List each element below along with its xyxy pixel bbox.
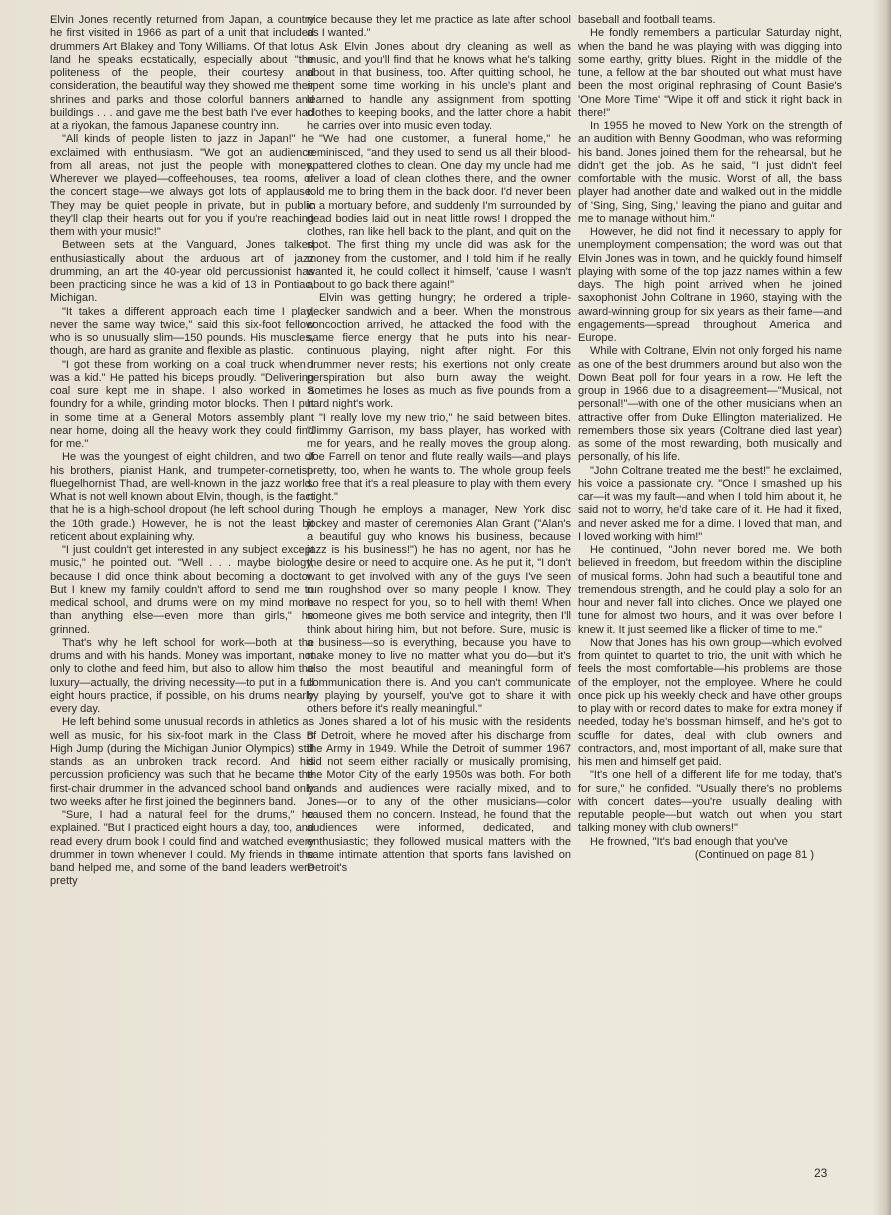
article-paragraph: Elvin was getting hungry; he ordered a triple-decker sandwich and a beer. When the monstrous concoction arrived, he attacked the food with the same fierce energy that he puts into his near-continuous playing, night after night. For this drummer never rests; his exertions not only create perspiration but also burn away the weight. Sometimes he loses as much as five pounds from a hard night's work.: [307, 292, 571, 411]
article-paragraph: That's why he left school for work—both at the drums and with his hands. Money was important, not only to clothe and feed him, but also to allow him the luxury—actually, the driving necessity—to put in a full eight hours practice, if possible, on his drums nearly every day.: [50, 636, 314, 715]
page-edge-shadow: [873, 0, 891, 1215]
continued-notice: (Continued on page 81 ): [694, 848, 814, 861]
article-paragraph: In 1955 he moved to New York on the strength of an audition with Benny Goodman, who was reforming his band. Jones joined them for the rehearsal, but he didn't get the job. As he said, "I just didn't feel comfortable with the music. Worst of all, the bass player had another date and walked out in the middle of 'Sing, Sing, Sing,' leaving the piano and guitar and me to manage without him.": [578, 120, 842, 225]
article-paragraph: baseball and football teams.: [578, 14, 716, 26]
article-paragraph: nice because they let me practice as late after school as I wanted.": [307, 14, 571, 40]
article-paragraph: "I got these from working on a coal truck when I was a kid." He patted his biceps proudly. "Delivering coal sure kept me in shape. I also worked in a foundry for a while, grinding motor blocks. Then I put in some time at a General Motors assembly plant near home, doing all the heavy work they could find for me.": [50, 358, 314, 450]
article-column-1: [50, 14, 314, 889]
article-paragraph: "Sure, I had a natural feel for the drums," he explained. "But I practiced eight hours a day, too, and read every drum book I could find and watched every drummer in town whenever I could. My friends in the band helped me, and some of the band leaders were pretty: [50, 809, 314, 888]
article-column-2: [307, 14, 571, 875]
article-paragraph: Elvin Jones recently returned from Japan, a country he first visited in 1966 as part of a unit that included drummers Art Blakey and Tony Williams. Of that lotus land he speaks ecstatically, especially about "the politeness of the people, their courtesy and consideration, the beautiful way they showed me their shrines and parks and those colorful banners and buildings . . . and gave me the best bath I've ever had at a riyokan, the famous Japanese country inn.: [50, 14, 314, 132]
article-paragraph: "John Coltrane treated me the best!" he exclaimed, his voice a passionate cry. "Once I smashed up his car—it was my fault—and when I told him about it, he said not to worry, he'd take care of it. He had it fixed, and never asked me for a dime. I loved that man, and I loved working with him!": [578, 464, 842, 543]
article-paragraph: Ask Elvin Jones about dry cleaning as well as music, and you'll find that he knows what he's talking about in that business, too. After quitting school, he spent some time working in his uncle's plant and learned to handle any assignment from spotting clothes to keeping books, and the latter chore a habit he carries over into music even today.: [307, 40, 571, 132]
article-paragraph: "All kinds of people listen to jazz in Japan!" he exclaimed with enthusiasm. "We got an audience from all areas, not just the people with money. Wherever we played—coffeehouses, tea rooms, or the concert stage—we always got lots of applause. They may be quiet people in private, but in public they'll clap their hearts out for you if you're reaching them with your music!": [50, 133, 314, 238]
page-number: 23: [814, 1166, 828, 1180]
article-paragraph: Though he employs a manager, New York disc jockey and master of ceremonies Alan Grant ("Alan's a beautiful guy who knows his business, because jazz is his business!") he has no agent, nor has he the desire or need to acquire one. As he put it, "I don't want to get involved with any of the guys I've seen run roughshod over so many people I know. They have no respect for you, so to hell with them! When someone gives me both service and integrity, then I'll think about hiring him, but not before. Sure, music is a business—so is everything, because you have to make money to live no matter what you do—but it's also the most beautiful and meaningful form of communication there is. And you can't communicate by playing by yourself, you've got to share it with others before it's really meaningful.": [307, 504, 571, 715]
article-paragraph: While with Coltrane, Elvin not only forged his name as one of the best drummers around but also won the Down Beat poll for four years in a row. He left the group in 1966 due to a disagreement—"Musical, not personal!"—with one of the other musicians when an attractive offer from Duke Ellington materialized. He remembers those six years (Coltrane died last year) as some of the most rewarding, both musically and personally, of his life.: [578, 345, 842, 464]
article-paragraph: "I really love my new trio," he said between bites. "Jimmy Garrison, my bass player, has worked with me for years, and he really moves the group along. Joe Farrell on tenor and flute really wails—and plays pretty, too, when he wants to. The whole group feels so free that it's a real pleasure to play with them every night.": [307, 411, 571, 503]
article-paragraph: However, he did not find it necessary to apply for unemployment compensation; the word was out that Elvin Jones was in town, and he quickly found himself playing with some of the top jazz names within a few days. The high point arrived when he joined saxophonist John Coltrane in 1960, staying with the award-winning group for six years as their fame—and engagements—spread throughout America and Europe.: [578, 226, 842, 344]
article-paragraph: "I just couldn't get interested in any subject except music," he pointed out. "Well . . . maybe biology, because I did once think about becoming a doctor. But I knew my family couldn't afford to send me to medical school, and drums were on my mind more than anything else—even more than girls," he grinned.: [50, 544, 314, 636]
article-paragraph: He fondly remembers a particular Saturday night, when the band he was playing with was digging into some earthy, gritty blues. Right in the middle of the tune, a fellow at the bar shouted out what must have been the most original rephrasing of Count Basie's 'One More Time' "Wipe it off and stick it right back in there!": [578, 27, 842, 119]
article-paragraph: "It takes a different approach each time I play, never the same way twice," said this six-foot fellow who is so unusually slim—150 pounds. His muscles, though, are hard as granite and flexible as plastic.: [50, 305, 314, 358]
article-paragraph: "We had one customer, a funeral home," he reminisced, "and they used to send us all their blood-spattered clothes to clean. One day my uncle had me deliver a load of clean clothes there, and the owner told me to bring them in the back door. I'd never been in a mortuary before, and suddenly I'm surrounded by dead bodies laid out in neat little rows! I dropped the clothes, ran like hell back to the plant, and quit on the spot. The first thing my uncle did was ask for the money from the customer, and I told him if he really wanted it, he could collect it himself, 'cause I wasn't about to go back there again!": [307, 133, 571, 291]
article-paragraph: He continued, "John never bored me. We both believed in freedom, but freedom within the discipline of musical forms. John had such a beautiful tone and tremendous strength, and he could play a solo for an hour and never fall into cliches. Once we played one tune for almost two hours, and it was over before I knew it. It just seemed like a flicker of time to me.": [578, 544, 842, 636]
article-paragraph: "It's one hell of a different life for me today, that's for sure," he confided. "Usually there's no problems with concert dates—you're usually dealing with reputable people—but watch out when you start talking money with club owners!": [578, 769, 842, 835]
article-paragraph: Between sets at the Vanguard, Jones talked enthusiastically about the arduous art of jazz drumming, an art the 40-year old percussionist has been practicing since he was a kid of 13 in Pontiac, Michigan.: [50, 239, 314, 305]
article-paragraph: He was the youngest of eight children, and two of his brothers, pianist Hank, and trumpeter-cornetist-fluegelhornist Thad, are well-known in the jazz world. What is not well known about Elvin, though, is the fact that he is a high-school dropout (he left school during the 10th grade.) However, he is not the least bit reticent about explaining why.: [50, 451, 314, 543]
article-paragraph: Now that Jones has his own group—which evolved from quintet to quartet to trio, the unit with which he feels the most comfortable—his problems are those of the employer, not the employee. Where he could once pick up his weekly check and have other groups to play with or record dates to make for extra money if needed, today he's bossman himself, and he's got to scuffle for dates, deal with club owners and contractors, and, most important of all, make sure that his men and himself get paid.: [578, 636, 843, 768]
article-paragraph: He frowned, "It's bad enough that you've: [590, 835, 788, 848]
article-paragraph: Jones shared a lot of his music with the residents of Detroit, where he moved after his discharge from the Army in 1949. While the Detroit of summer 1967 did not seem either racially or musically promising, the Motor City of the early 1950s was both. For both bands and audiences were racially mixed, and to Jones—or to any of the other musicians—color caused them no concern. Instead, he found that the audiences were informed, dedicated, and enthusiastic; they followed musical matters with the same intimate attention that sports fans lavished on Detroit's: [307, 716, 571, 874]
article-paragraph: He left behind some unusual records in athletics as well as music, for his six-foot mark in the Class B High Jump (during the Michigan Junior Olympics) still stands as an unbroken track record. And his percussion proficiency was such that he became the first-chair drummer in the advanced school band only two weeks after he first joined the beginners band.: [50, 716, 314, 808]
article-column-3: [578, 14, 842, 862]
